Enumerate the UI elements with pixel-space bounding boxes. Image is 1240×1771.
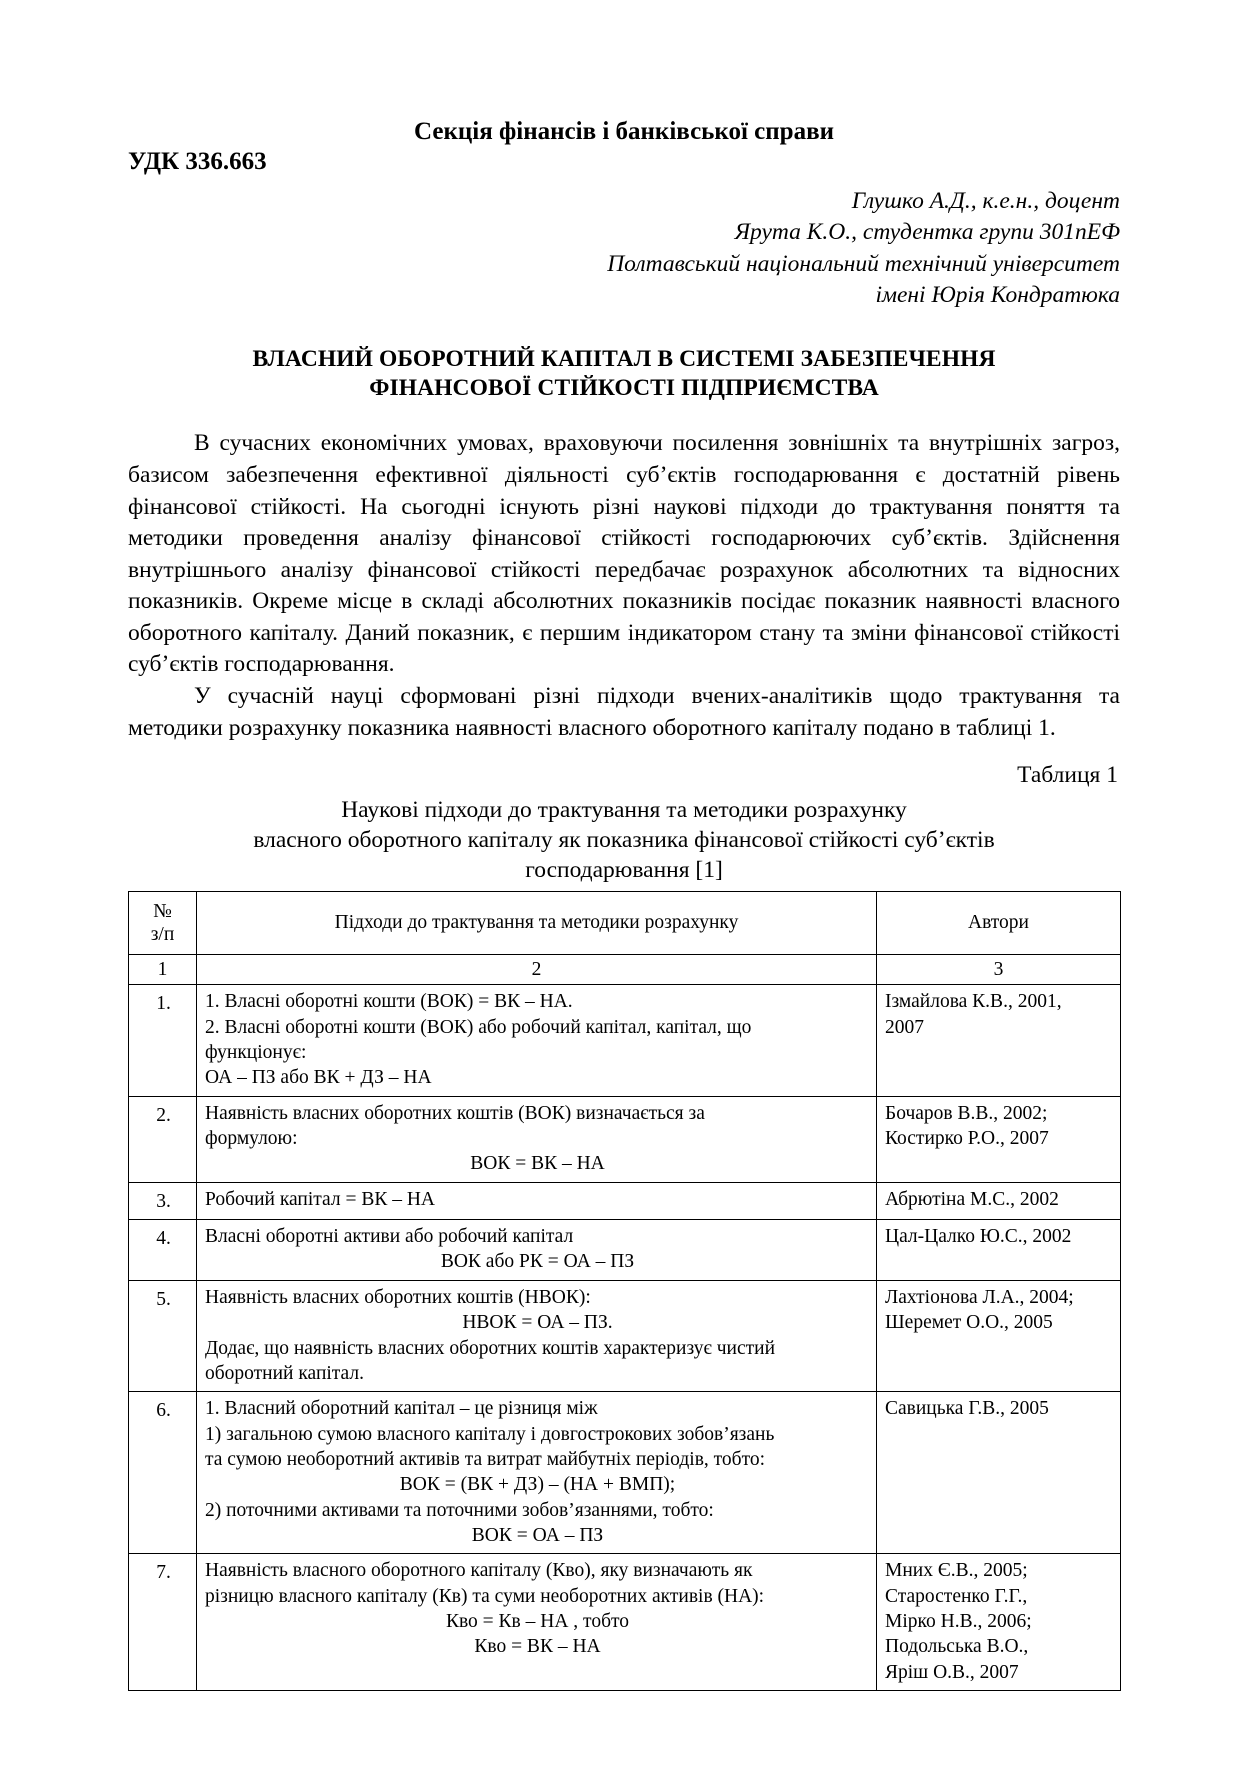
paper-title-line-2: ФІНАНСОВОЇ СТІЙКОСТІ ПІДПРИЄМСТВА: [369, 374, 879, 401]
row-approach: [197, 1554, 877, 1691]
approach-formula: ВОК = ОА – ПЗ: [471, 1524, 604, 1546]
approach-line: Робочий капітал = ВК – НА: [205, 1188, 436, 1210]
header-number-line-2: з/п: [150, 924, 175, 946]
paper-title: [176, 345, 1072, 402]
paper-title-line-1: ВЛАСНИЙ ОБОРОТНИЙ КАПІТАЛ В СИСТЕМІ ЗАБЕЗПЕЧЕННЯ: [252, 346, 996, 372]
approach-line: 2. Власні оборотні кошти (ВОК) або робочий капітал, капітал, що: [205, 1016, 752, 1038]
approach-line: різницю власного капіталу (Кв) та суми необоротних активів (НА):: [205, 1585, 765, 1607]
table-title-line-1: Наукові підходи до трактування та методики розрахунку: [341, 796, 907, 823]
section-heading: Секція фінансів і банківської справи: [414, 118, 834, 145]
author-entry: Подольська В.О.,: [885, 1636, 1029, 1658]
approach-line: Наявність власного оборотного капіталу (Кво), яку визначають як: [205, 1560, 753, 1582]
approach-line: 1. Власні оборотні кошти (ВОК) = ВК – НА.: [205, 991, 573, 1013]
column-number-2: 2: [197, 955, 877, 985]
approach-line: ОА – ПЗ або ВК + ДЗ – НА: [205, 1067, 432, 1089]
approach-line: функціонує:: [205, 1042, 307, 1064]
approach-line: формулою:: [205, 1128, 298, 1150]
approach-line: та сумою необоротний активів та витрат майбутніх періодів, тобто:: [205, 1448, 766, 1470]
author-entry: Яріш О.В., 2007: [885, 1661, 1019, 1683]
row-number: 3.: [129, 1182, 197, 1219]
approach-formula: ВОК = (ВК + ДЗ) – (НА + ВМП);: [399, 1474, 676, 1496]
author-line-1: Глушко А.Д., к.е.н., доцент: [851, 188, 1120, 214]
author-entry: Лахтіонова Л.А., 2004;: [885, 1286, 1074, 1308]
approach-formula: Кво = Кв – НА , тобто: [445, 1610, 630, 1632]
approach-line: оборотний капітал.: [205, 1362, 364, 1384]
author-entry: Мірко Н.В., 2006;: [885, 1610, 1032, 1632]
row-authors: [877, 1280, 1121, 1391]
approach-line: 1) загальною сумою власного капіталу і довгострокових зобов’язань: [205, 1423, 775, 1445]
table-title: [128, 795, 1120, 885]
row-number: 2.: [129, 1096, 197, 1182]
row-number: 4.: [129, 1220, 197, 1281]
approach-line: 2) поточними активами та поточними зобов’язаннями, тобто:: [205, 1499, 714, 1521]
author-entry: Цал-Цалко Ю.С., 2002: [885, 1226, 1072, 1248]
table-row: [129, 1554, 1121, 1691]
author-entry: Костирко Р.О., 2007: [885, 1128, 1049, 1150]
table-row: [129, 1280, 1121, 1391]
row-approach: [197, 1096, 877, 1182]
row-number: 1.: [129, 985, 197, 1096]
row-approach: [197, 1280, 877, 1391]
author-entry: Шеремет О.О., 2005: [885, 1312, 1053, 1334]
header-cell-approach: Підходи до трактування та методики розрахунку: [197, 892, 877, 955]
approach-line: Наявність власних оборотних коштів (НВОК):: [205, 1286, 591, 1308]
approach-line: Власні оборотні активи або робочий капітал: [205, 1226, 574, 1248]
author-entry: 2007: [885, 1016, 924, 1038]
approaches-table: [128, 891, 1121, 1691]
approach-formula: ВОК = ВК – НА: [470, 1153, 605, 1175]
table-row: [129, 1392, 1121, 1554]
row-number: 6.: [129, 1392, 197, 1554]
author-entry: Бочаров В.В., 2002;: [885, 1102, 1048, 1124]
author-entry: Мних Є.В., 2005;: [885, 1560, 1028, 1582]
author-entry: Старостенко Г.Г.,: [885, 1585, 1028, 1607]
udk-row: [128, 148, 1120, 182]
row-approach: [197, 985, 877, 1096]
author-entry: Ізмайлова К.В., 2001,: [885, 991, 1062, 1013]
row-approach: [197, 1220, 877, 1281]
table-title-line-2: власного оборотного капіталу як показника фінансової стійкості суб’єктів: [253, 826, 995, 853]
row-approach: [197, 1182, 877, 1219]
header-cell-authors: Автори: [877, 892, 1121, 955]
column-number-3: 3: [877, 955, 1121, 985]
table-number-label: Таблиця 1: [1017, 762, 1118, 789]
row-number: 7.: [129, 1554, 197, 1691]
row-number: 5.: [129, 1280, 197, 1391]
approach-line: Наявність власних оборотних коштів (ВОК) визначається за: [205, 1102, 705, 1124]
table-column-number-row: [129, 955, 1121, 985]
column-number-1: 1: [129, 955, 197, 985]
body-paragraph-1: В сучасних економічних умовах, враховуючи посилення зовнішніх та внутрішніх загроз, базисом забезпечення ефективної діяльності суб’єктів господарювання є достатній рівень фінансової стійкості. На сьогодні існують різні наукові підходи до трактування поняття та методики проведення аналізу фінансової стійкості господарюючих суб’єктів. Здійснення внутрішнього аналізу фінансової стійкості передбачає розрахунок абсолютних та відносних показників. Окреме місце в складі абсолютних показників посідає показник наявності власного оборотного капіталу. Даний показник, є першим індикатором стану та зміни фінансової стійкості суб’єктів господарювання.: [128, 430, 1120, 678]
approach-line: Додає, що наявність власних оборотних коштів характеризує чистий: [205, 1337, 776, 1359]
row-authors: [877, 1220, 1121, 1281]
body-paragraph-2: У сучасній науці сформовані різні підходи вчених-аналітиків щодо трактування та методики розрахунку показника наявності власного оборотного капіталу подано в таблиці 1.: [128, 683, 1120, 741]
row-approach: [197, 1392, 877, 1554]
row-authors: [877, 985, 1121, 1096]
table-row: [129, 1096, 1121, 1182]
approach-line: 1. Власний оборотний капітал – це різниця між: [205, 1398, 598, 1420]
author-line-2: Ярута К.О., студентка групи 301пЕФ: [734, 219, 1120, 246]
row-authors: [877, 1554, 1121, 1691]
row-authors: [877, 1392, 1121, 1554]
approach-formula: ВОК або РК = ОА – ПЗ: [440, 1251, 635, 1273]
author-block: [128, 186, 1120, 311]
row-authors: [877, 1182, 1121, 1219]
author-entry: Савицька Г.В., 2005: [885, 1398, 1049, 1420]
author-entry: Абрютіна М.С., 2002: [885, 1188, 1059, 1210]
header-number-line-1: №: [153, 901, 172, 923]
table-title-line-3: господарювання [1]: [525, 856, 723, 883]
affiliation-line-2: імені Юрія Кондратюка: [875, 281, 1120, 308]
header-cell-number: [129, 892, 197, 955]
approach-formula: Кво = ВК – НА: [474, 1636, 601, 1658]
udk-code: УДК 336.663: [128, 148, 267, 175]
row-authors: [877, 1096, 1121, 1182]
table-header-row: [129, 892, 1121, 955]
table-row: [129, 985, 1121, 1096]
table-row: [129, 1182, 1121, 1219]
affiliation-line-1: Полтавський національний технічний університет: [607, 250, 1120, 277]
approach-formula: НВОК = ОА – ПЗ.: [462, 1312, 613, 1334]
table-row: [129, 1220, 1121, 1281]
